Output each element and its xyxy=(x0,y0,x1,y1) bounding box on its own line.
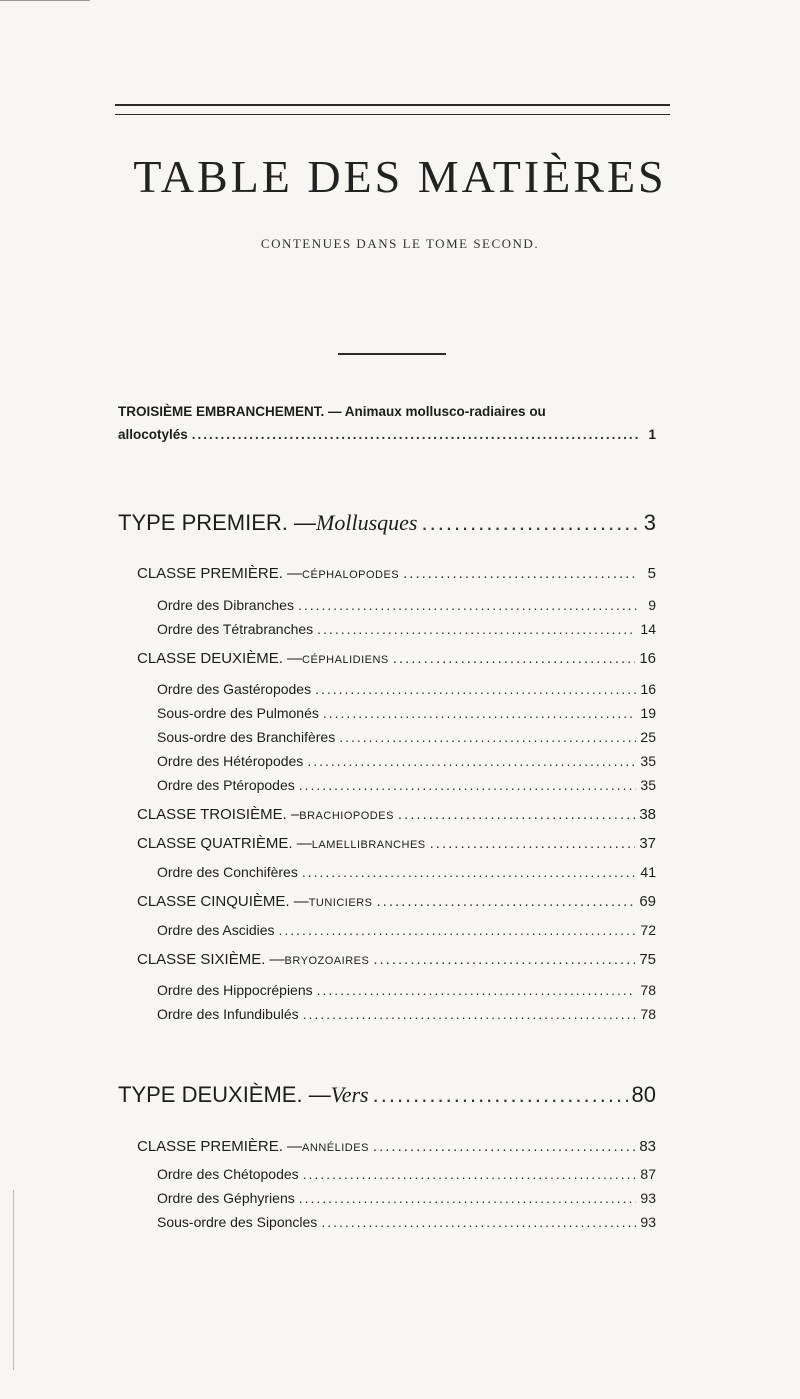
leader-dots xyxy=(376,893,635,910)
entry-smallcaps-name: ANNÉLIDES xyxy=(302,1142,369,1154)
entry-smallcaps-name: CÉPHALIDIENS xyxy=(302,654,389,666)
entry-label: CLASSE TROISIÈME. – xyxy=(137,806,300,823)
entry-label: Ordre des Ptéropodes xyxy=(157,777,295,793)
toc-entry-classe xyxy=(137,951,656,968)
leader-dots xyxy=(323,705,637,721)
toc-entry-ordre xyxy=(157,597,656,613)
leader-dots xyxy=(317,621,636,637)
entry-label: Sous-ordre des Siponcles xyxy=(157,1214,318,1230)
entry-label: Sous-ordre des Branchifères xyxy=(157,729,336,745)
page-number: 25 xyxy=(640,729,656,745)
leader-dots xyxy=(321,1214,636,1230)
entry-label: Ordre des Hippocrépiens xyxy=(157,982,313,998)
entry-label: Ordre des Infundibulés xyxy=(157,1006,299,1022)
leader-dots xyxy=(373,1138,635,1155)
toc-entry-ordre xyxy=(157,753,656,769)
toc-entry-ordre xyxy=(157,982,656,998)
page-number: 14 xyxy=(640,621,656,637)
leader-dots xyxy=(307,753,636,769)
page-number: 3 xyxy=(643,510,656,535)
toc-entry-ordre xyxy=(157,777,656,793)
entry-label: CLASSE QUATRIÈME. — xyxy=(137,835,312,852)
leader-dots xyxy=(430,835,636,852)
entry-label: Ordre des Dibranches xyxy=(157,597,294,613)
leader-dots xyxy=(279,922,637,938)
page-number: 37 xyxy=(639,835,656,852)
toc-entry-classe xyxy=(137,1138,656,1155)
entry-label: Sous-ordre des Pulmonés xyxy=(157,705,319,721)
toc-entry-ordre xyxy=(157,621,656,637)
toc-entry-classe xyxy=(137,650,656,667)
entry-label: CLASSE SIXIÈME. — xyxy=(137,951,285,968)
page-subtitle: CONTENUES DANS LE TOME SECOND. xyxy=(260,236,540,251)
embranchement-line-1: TROISIÈME EMBRANCHEMENT. — Animaux mollusco-radiaires ou xyxy=(118,404,546,419)
leader-dots xyxy=(339,729,636,745)
embranchement-heading xyxy=(118,400,656,446)
toc-entry-type xyxy=(118,510,656,536)
page-number: 19 xyxy=(640,705,656,721)
page-number: 78 xyxy=(640,1006,656,1022)
page-number: 93 xyxy=(640,1190,656,1206)
leader-dots xyxy=(303,1166,637,1182)
toc-entry-ordre xyxy=(157,864,656,880)
leader-dots xyxy=(315,681,636,697)
top-rule-thin xyxy=(115,114,670,115)
entry-smallcaps-name: BRACHIOPODES xyxy=(299,810,394,822)
page-number: 69 xyxy=(639,893,656,910)
top-rule-thick xyxy=(115,104,670,106)
entry-italic-name: Vers xyxy=(330,1082,369,1107)
toc-entry-ordre xyxy=(157,729,656,745)
toc-entry-ordre xyxy=(157,1166,656,1182)
toc-entry-classe xyxy=(137,835,656,852)
separator-rule xyxy=(338,353,446,355)
entry-smallcaps-name: LAMELLIBRANCHES xyxy=(311,839,426,851)
page-number: 75 xyxy=(639,951,656,968)
page-number: 16 xyxy=(639,650,656,667)
toc-entry-ordre xyxy=(157,681,656,697)
page-number: 72 xyxy=(640,922,656,938)
leader-dots xyxy=(303,1006,637,1022)
leader-dots xyxy=(192,423,638,446)
toc-entry-ordre xyxy=(157,1214,656,1230)
page-number: 35 xyxy=(640,777,656,793)
leader-dots xyxy=(302,864,637,880)
leader-dots xyxy=(317,982,637,998)
page-number: 35 xyxy=(640,753,656,769)
entry-label: Ordre des Ascidies xyxy=(157,922,275,938)
page-edge-mark xyxy=(0,0,90,1)
toc-entry-type xyxy=(118,1082,656,1108)
leader-dots xyxy=(398,806,635,823)
page-number: 41 xyxy=(640,864,656,880)
entry-label: CLASSE PREMIÈRE. — xyxy=(137,1138,303,1155)
embranchement-line-2 xyxy=(118,423,656,446)
toc-entry-ordre xyxy=(157,1006,656,1022)
entry-smallcaps-name: CÉPHALOPODES xyxy=(302,569,400,581)
toc-entry-ordre xyxy=(157,705,656,721)
entry-label: Ordre des Conchifères xyxy=(157,864,298,880)
leader-dots xyxy=(298,597,638,613)
entry-smallcaps-name: BRYOZOAIRES xyxy=(284,955,370,967)
entry-label: Ordre des Gastéropodes xyxy=(157,681,312,697)
page-number: 80 xyxy=(631,1082,656,1107)
toc-entry-ordre xyxy=(157,1190,656,1206)
page-number: 83 xyxy=(639,1138,656,1155)
page-title: TABLE DES MATIÈRES xyxy=(133,151,667,202)
page-number: 16 xyxy=(640,681,656,697)
toc-entry-classe xyxy=(137,806,656,823)
leader-dots xyxy=(403,565,638,582)
entry-italic-name: Mollusques xyxy=(316,510,418,535)
page-number: 93 xyxy=(640,1214,656,1230)
page-number: 38 xyxy=(639,806,656,823)
entry-label: Ordre des Tétrabranches xyxy=(157,621,314,637)
leader-dots xyxy=(373,1082,628,1108)
page-number: 1 xyxy=(648,427,656,442)
embranchement-label: allocotylés xyxy=(118,427,188,442)
toc-entry-classe xyxy=(137,565,656,582)
entry-label: CLASSE CINQUIÈME. — xyxy=(137,893,309,910)
leader-dots xyxy=(373,951,635,968)
entry-label: TYPE DEUXIÈME. — xyxy=(118,1082,331,1107)
entry-label: Ordre des Chétopodes xyxy=(157,1166,299,1182)
entry-label: TYPE PREMIER. — xyxy=(118,510,317,535)
page-number: 5 xyxy=(647,565,656,582)
toc-entry-classe xyxy=(137,893,656,910)
toc-entry-ordre xyxy=(157,922,656,938)
entry-label: Ordre des Hétéropodes xyxy=(157,753,304,769)
page-number: 87 xyxy=(640,1166,656,1182)
entry-label: CLASSE PREMIÈRE. — xyxy=(137,565,303,582)
leader-dots xyxy=(299,1190,637,1206)
page-number: 78 xyxy=(640,982,656,998)
entry-label: CLASSE DEUXIÈME. — xyxy=(137,650,303,667)
entry-smallcaps-name: TUNICIERS xyxy=(308,897,373,909)
page-number: 9 xyxy=(648,597,656,613)
leader-dots xyxy=(422,510,639,536)
leader-dots xyxy=(299,777,637,793)
leader-dots xyxy=(393,650,636,667)
entry-label: Ordre des Géphyriens xyxy=(157,1190,295,1206)
page-edge-shadow xyxy=(13,1190,14,1370)
